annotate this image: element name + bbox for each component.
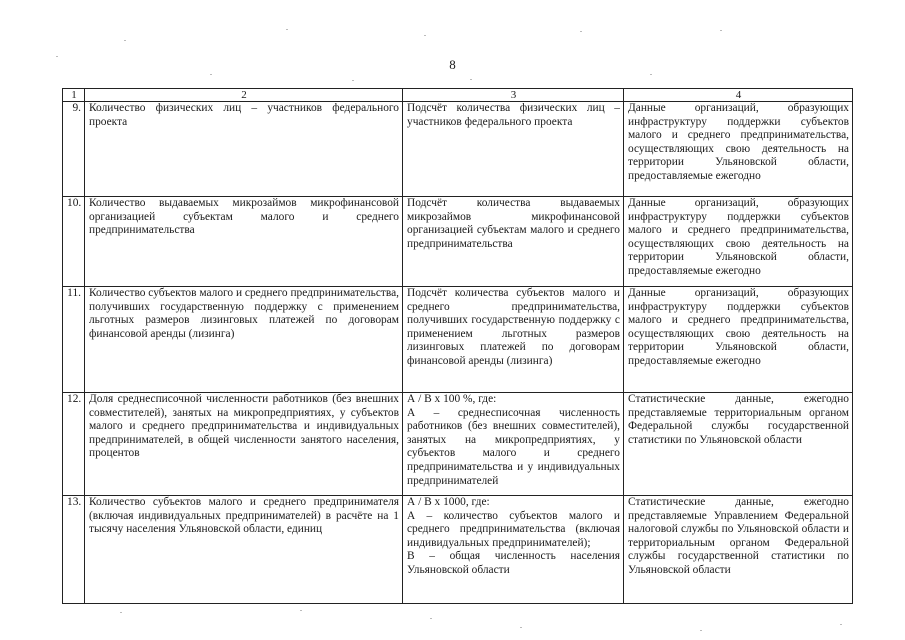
row-number: 12. xyxy=(63,393,85,496)
column-header: 1 xyxy=(63,89,85,102)
scan-speck xyxy=(650,74,652,75)
method-definition: А – среднесписочная численность работников (без внешних совместителей), занятых на микропредприятиях, у субъектов малого и среднего предпринимательства и у индивидуальных предпринимателей xyxy=(407,406,620,487)
scan-speck xyxy=(120,612,122,613)
indicator-cell: Количество выдаваемых микрозаймов микрофинансовой организацией субъектам малого и среднего предпринимательства xyxy=(85,197,403,287)
scan-speck xyxy=(700,630,702,631)
table-row xyxy=(63,197,853,287)
source-cell: Статистические данные, ежегодно представляемые территориальным органом Федеральной службы государственной статистики по Ульяновской области xyxy=(624,393,853,496)
scan-speck xyxy=(124,40,126,41)
method-formula: А / В х 100 %, где: xyxy=(407,393,497,405)
indicator-cell: Количество физических лиц – участников федерального проекта xyxy=(85,102,403,197)
indicator-cell: Количество субъектов малого и среднего предпринимателя (включая индивидуальных предпринимателей) в расчёте на 1 тысячу населения Ульяновской области, единиц xyxy=(85,496,403,604)
indicator-cell: Доля среднесписочной численности работников (без внешних совместителей), занятых на микропредприятиях, у субъектов малого и среднего предпринимательства и индивидуальных предпринимателей, в общей численности занятого населения, процентов xyxy=(85,393,403,496)
method-cell: Подсчёт количества субъектов малого и среднего предпринимательства, получивших государственную поддержку с применением льготных размеров лизинговых платежей по договорам финансовой аренды (лизинга) xyxy=(403,287,624,393)
column-header: 4 xyxy=(624,89,853,102)
source-cell: Статистические данные, ежегодно представляемые Управлением Федеральной налоговой службы по Ульяновской области и территориальным органом Федеральной службы государственной статистики по Ульяновской области xyxy=(624,496,853,604)
table-row xyxy=(63,393,853,496)
scan-speck xyxy=(720,30,722,31)
scan-speck xyxy=(424,35,426,36)
table-row xyxy=(63,102,853,197)
scan-speck xyxy=(840,624,842,625)
column-header: 2 xyxy=(85,89,403,102)
indicator-cell: Количество субъектов малого и среднего предпринимательства, получивших государственную поддержку с применением льготных размеров лизинговых платежей по договорам финансовой аренды (лизинга) xyxy=(85,287,403,393)
table-header-row xyxy=(63,89,853,102)
scan-speck xyxy=(286,29,288,30)
method-formula: А / В х 1000, где: xyxy=(407,496,490,508)
page-number: 8 xyxy=(449,57,456,72)
row-number: 13. xyxy=(63,496,85,604)
source-cell: Данные организаций, образующих инфраструктуру поддержки субъектов малого и среднего предпринимательства, осуществляющих свою деятельность на территории Ульяновской области, предоставляемые ежегодно xyxy=(624,102,853,197)
scan-speck xyxy=(520,627,522,628)
method-cell xyxy=(403,393,624,496)
scan-speck xyxy=(300,610,302,611)
method-cell: Подсчёт количества выдаваемых микрозаймов микрофинансовой организацией субъектам малого и среднего предпринимательства xyxy=(403,197,624,287)
row-number: 9. xyxy=(63,102,85,197)
indicators-table xyxy=(62,88,853,604)
method-cell xyxy=(403,496,624,604)
method-definition: В – общая численность населения Ульяновской области xyxy=(407,550,620,576)
scan-speck xyxy=(352,80,354,81)
scan-speck xyxy=(470,79,472,80)
method-cell: Подсчёт количества физических лиц – участников федерального проекта xyxy=(403,102,624,197)
table-row xyxy=(63,496,853,604)
scan-speck xyxy=(56,56,58,57)
row-number: 10. xyxy=(63,197,85,287)
scan-speck xyxy=(430,618,432,619)
method-definition: А – количество субъектов малого и среднего предпринимательства (включая индивидуальных предпринимателей); xyxy=(407,509,620,549)
row-number: 11. xyxy=(63,287,85,393)
scan-speck xyxy=(580,31,582,32)
table-row xyxy=(63,287,853,393)
source-cell: Данные организаций, образующих инфраструктуру поддержки субъектов малого и среднего предпринимательства, осуществляющих свою деятельность на территории Ульяновской области, предоставляемые ежегодно xyxy=(624,197,853,287)
source-cell: Данные организаций, образующих инфраструктуру поддержки субъектов малого и среднего предпринимательства, осуществляющих свою деятельность на территории Ульяновской области, предоставляемые ежегодно xyxy=(624,287,853,393)
column-header: 3 xyxy=(403,89,624,102)
scan-speck xyxy=(210,74,212,75)
